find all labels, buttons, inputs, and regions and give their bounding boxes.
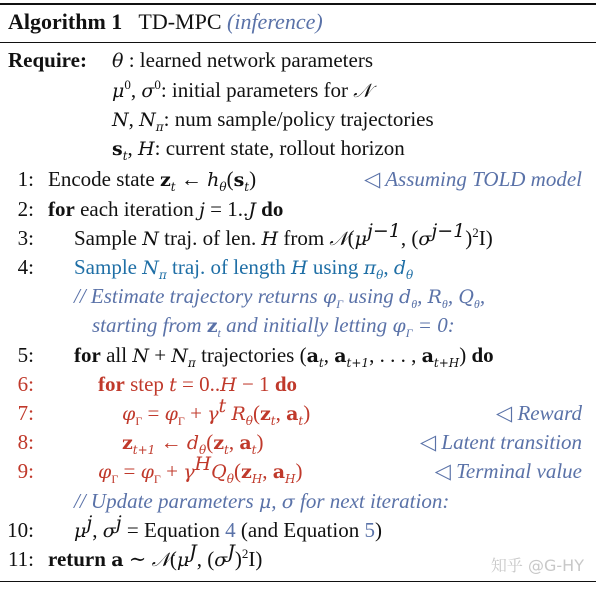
- equation-ref-5[interactable]: 5: [364, 518, 375, 542]
- require-line-1: [8, 46, 374, 74]
- line-number: 9:: [17, 459, 34, 483]
- comment-line-1: ◁ Assuming TOLD model: [364, 167, 582, 191]
- line-number: 11:: [7, 547, 34, 571]
- comment-line-7: ◁ Reward: [496, 401, 582, 425]
- algorithm-tag: (inference): [227, 9, 323, 34]
- algorithm-name: TD-MPC: [138, 9, 222, 34]
- algo-line-11: return a ∼ $𝒩(\mu^J$, $(\sigma^J)^2I$): [48, 541, 263, 571]
- line-number: 5:: [17, 343, 34, 367]
- equation-ref-4[interactable]: 4: [225, 518, 236, 542]
- line-number: 7:: [17, 401, 34, 425]
- bottom-rule: [0, 581, 596, 582]
- line-number: 4:: [17, 255, 34, 279]
- comment-estimate-1: // Estimate trajectory returns $\varphi_\Gamma$ using $d_\theta$, $R_\theta$, $Q_\theta$,: [74, 284, 486, 312]
- line-number: 2:: [17, 197, 34, 221]
- algo-line-6: for step t = 0..H − 1 do: [98, 372, 297, 396]
- line-number: 6:: [17, 372, 34, 396]
- algo-line-2: for each iteration j = 1..J do: [48, 197, 284, 221]
- require-item-3: $s_t$, H: current state, rollout horizon: [112, 136, 405, 164]
- line-number: 8:: [17, 430, 34, 454]
- header-rule: [0, 42, 596, 43]
- algo-line-1: Encode state $z_t$ ← $h_\theta(s_t)$: [48, 167, 257, 195]
- algo-line-4: Sample $N_\pi$ traj. of length H using $\pi_\theta$, $d_\theta$: [74, 255, 414, 283]
- algo-line-3: Sample N traj. of len. H from $𝒩(\mu^{j-1}$, $(\sigma^{j-1})^2I$): [74, 220, 493, 250]
- line-number: 10:: [7, 518, 34, 542]
- watermark: 知乎 @G-HY: [490, 556, 584, 575]
- line-number: 1:: [17, 167, 34, 191]
- require-item-2: N, $N_\pi$: num sample/policy trajectories: [112, 107, 434, 135]
- comment-line-8: ◁ Latent transition: [419, 430, 582, 454]
- algo-line-5: for all $N + N_\pi$ trajectories ($a_t$, $a_{t+1}$, . . . , $a_{t+H}$) do: [74, 343, 494, 371]
- require-label: Require:: [8, 48, 87, 72]
- line-number: 3:: [17, 226, 34, 250]
- algo-line-8: $z_{t+1}$ ← $d_\theta(z_t$, $a_t$): [122, 430, 264, 458]
- algorithm-header: [8, 8, 323, 36]
- comment-update: // Update parameters μ, σ for next iteration:: [74, 489, 450, 513]
- algo-line-10: $\mu^j$, $\sigma^j$ = Equation 4 (and Equation 5): [74, 512, 382, 542]
- require-item-0: θ : learned network parameters: [112, 48, 374, 72]
- algorithm-label: Algorithm 1: [8, 9, 123, 34]
- comment-estimate-2: starting from $z_t$ and initially letting $\varphi_\Gamma = 0$:: [92, 313, 455, 341]
- top-rule: [0, 3, 596, 5]
- require-item-1: $\mu^0$, $\sigma^0$: initial parameters for 𝒩: [112, 77, 372, 102]
- algo-line-7: $\varphi_\Gamma = \varphi_\Gamma + \gamma^t$ $R_\theta(z_t$, $a_t$): [122, 395, 311, 429]
- algo-line-9: $\varphi_\Gamma = \varphi_\Gamma + \gamma^HQ_\theta(z_H$, $a_H$): [98, 453, 303, 487]
- comment-line-9: ◁ Terminal value: [434, 459, 582, 483]
